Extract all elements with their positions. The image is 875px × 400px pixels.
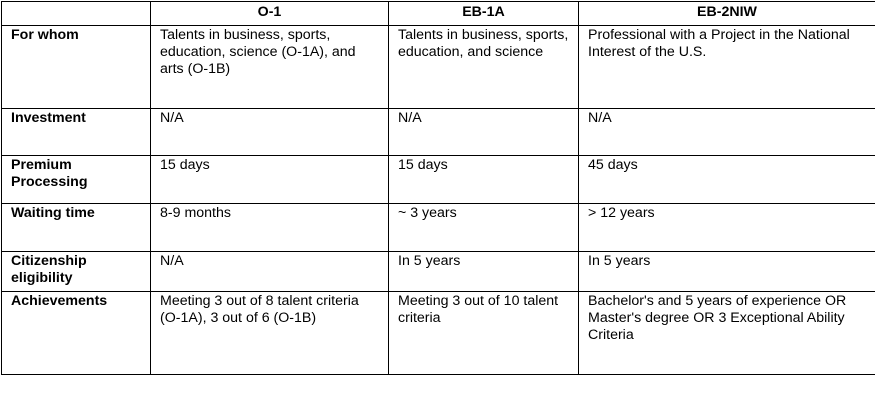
table-cell: Bachelor's and 5 years of experience OR Master's degree OR 3 Exceptional Ability Criteria [579, 292, 875, 375]
table-cell: 15 days [151, 156, 389, 204]
table-cell: 45 days [579, 156, 875, 204]
header-cell-eb2niw: EB-2NIW [579, 2, 875, 26]
row-label: Investment [2, 109, 151, 156]
row-label: Waiting time [2, 204, 151, 252]
table-row [2, 109, 875, 156]
table-row [2, 26, 875, 109]
comparison-table [1, 1, 875, 375]
table-cell: Talents in business, sports, education, science (O-1A), and arts (O-1B) [151, 26, 389, 109]
header-cell-empty [2, 2, 151, 26]
table-cell: In 5 years [579, 252, 875, 292]
table-row [2, 252, 875, 292]
row-label: Premium Processing [2, 156, 151, 204]
table-cell: ~ 3 years [389, 204, 579, 252]
table-row [2, 156, 875, 204]
row-label: For whom [2, 26, 151, 109]
table-row [2, 292, 875, 375]
table-cell: Meeting 3 out of 8 talent criteria (O-1A), 3 out of 6 (O-1B) [151, 292, 389, 375]
table-cell: > 12 years [579, 204, 875, 252]
table-cell: Talents in business, sports, education, and science [389, 26, 579, 109]
row-label: Citizenship eligibility [2, 252, 151, 292]
table-cell: 15 days [389, 156, 579, 204]
row-label: Achievements [2, 292, 151, 375]
table-cell: Meeting 3 out of 10 talent criteria [389, 292, 579, 375]
table-cell: Professional with a Project in the National Interest of the U.S. [579, 26, 875, 109]
table-cell: N/A [151, 109, 389, 156]
table-cell: N/A [151, 252, 389, 292]
header-cell-o1: O-1 [151, 2, 389, 26]
header-cell-eb1a: EB-1A [389, 2, 579, 26]
table-cell: In 5 years [389, 252, 579, 292]
table-cell: N/A [579, 109, 875, 156]
header-row [2, 2, 875, 26]
table-cell: 8-9 months [151, 204, 389, 252]
table-row [2, 204, 875, 252]
table-cell: N/A [389, 109, 579, 156]
